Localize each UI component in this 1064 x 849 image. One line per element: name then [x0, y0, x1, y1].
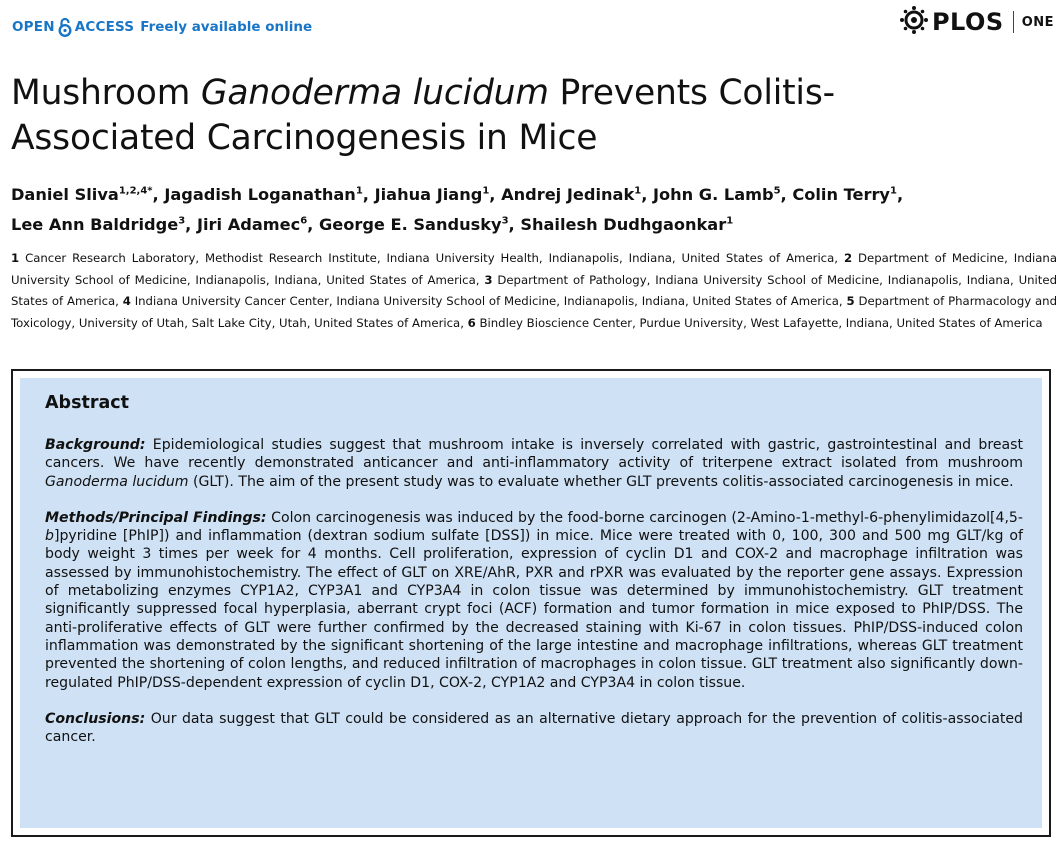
affiliation-text: Department of Pathology, Indiana University School of Medicine, Indianapolis, Indiana, United States of America, — [11, 272, 1057, 308]
title-part2: Prevents Colitis- — [548, 73, 835, 113]
affiliation-number: 5 — [846, 294, 855, 308]
methods-italic: b — [45, 528, 54, 545]
author-affiliation-marker: 1 — [355, 185, 363, 197]
author-name: Daniel Sliva — [11, 185, 119, 204]
background-text-2: (GLT). The aim of the present study was to evaluate whether GLT prevents colitis-associated carcinogenesis in mice. — [188, 473, 1014, 490]
author — [11, 185, 153, 204]
open-lock-icon — [58, 17, 72, 37]
affiliation-text: Department of Medicine, Indiana University School of Medicine, Indianapolis, Indiana, United States of America, — [11, 251, 1058, 287]
journal-subname: ONE — [1021, 14, 1054, 30]
affiliation-list — [11, 248, 1057, 334]
author-affiliation-marker: 6 — [300, 215, 308, 227]
author — [501, 185, 641, 204]
title-part1: Mushroom — [11, 73, 201, 113]
author-name: Lee Ann Baldridge — [11, 215, 179, 234]
author-name: Jagadish Loganathan — [164, 185, 356, 204]
conclusions-label: Conclusions: — [45, 710, 146, 727]
author — [653, 185, 781, 204]
methods-label: Methods/Principal Findings: — [45, 509, 267, 526]
author-name: Andrej Jedinak — [501, 185, 635, 204]
abstract-conclusions — [45, 710, 1023, 747]
author-name: George E. Sandusky — [318, 215, 502, 234]
author-affiliation-marker: 1 — [482, 185, 490, 197]
author-name: Shailesh Dudhgaonkar — [520, 215, 727, 234]
author — [319, 215, 509, 234]
affiliation-item — [468, 316, 1043, 330]
affiliation-number: 1 — [11, 251, 20, 265]
abstract-box — [11, 369, 1051, 837]
journal-name: PLOS — [931, 8, 1004, 36]
abstract-background — [45, 436, 1023, 491]
affiliation-text: Indiana University Cancer Center, Indiana University School of Medicine, Indianapolis, Indiana, United States of America, — [130, 294, 847, 308]
conclusions-text: Our data suggest that GLT could be considered as an alternative dietary approach for the prevention of colitis-associated cancer. — [45, 710, 1023, 746]
author-affiliation-marker: 3 — [178, 215, 186, 227]
methods-text-1: Colon carcinogenesis was induced by the food-borne carcinogen (2-Amino-1-methyl-6-phenylimidazol[4,5- — [266, 509, 1023, 526]
author — [164, 185, 362, 204]
paper-title — [11, 71, 1041, 161]
open-access-label: OPEN — [12, 19, 55, 35]
author — [520, 215, 733, 234]
author-list: Daniel Sliva$^{1,2,4*}$, Jagadish Loganathan$^1$, Jiahua Jiang$^1$, Andrej Jedinak$^1$, John G. Lamb$^5$, Colin Terry$^1$, Lee Ann Baldridge$^3$, Jiri Adamec$^6$, George E. Sandusky$^3$, Shailesh Dudhgaonkar$^1$ — [11, 185, 904, 234]
logo-divider — [1013, 11, 1014, 33]
affiliation-number: 3 — [484, 272, 493, 287]
affiliation-text: Department of Pharmacology and Toxicology, University of Utah, Salt Lake City, Utah, United States of America, — [11, 294, 1057, 330]
author-name: Colin Terry — [792, 185, 890, 204]
author-name: Jiri Adamec — [196, 215, 301, 234]
plos-emblem-icon — [899, 5, 929, 39]
affiliation-text: Cancer Research Laboratory, Methodist Research Institute, Indiana University Health, Indianapolis, Indiana, United States of America, — [19, 251, 844, 265]
title-line2: Associated Carcinogenesis in Mice — [11, 118, 598, 158]
abstract-heading: Abstract — [45, 393, 130, 413]
author — [11, 215, 185, 234]
access-label: ACCESS — [74, 19, 135, 35]
methods-text-2: ]pyridine [PhIP]) and inflammation (dextran sodium sulfate [DSS]) in mice. Mice were treated with 0, 100, 300 and 500 mg GLT/kg of body weight 3 times per week for 4 months. Cell proliferation, expression of cyclin D1 and COX-2 and macrophage infiltration was assessed by immunohistochemistry. The effect of GLT on XRE/AhR, PXR and rPXR was evaluated by the reporter gene assays. Expression of metabolizing enzymes CYP1A2, CYP3A1 and CYP3A4 in colon tissue was determined by immunohistochemistry. GLT treatment significantly suppressed focal hyperplasia, aberrant crypt foci (ACF) formation and tumor formation in mice exposed to PhIP/DSS. The anti-proliferative effects of GLT were further confirmed by the decreased staining with Ki-67 in colon tissues. PhIP/DSS-induced colon inflammation was demonstrated by the significant shortening of the large intestine and macrophage infiltrations, whereas GLT treatment prevented the shortening of colon lengths, and reduced infiltration of macrophages in colon tissue. GLT treatment also significantly down-regulated PhIP/DSS-dependent expression of cyclin D1, COX-2, CYP1A2 and CYP3A4 in colon tissue. — [45, 528, 1023, 691]
author — [792, 185, 897, 204]
affiliation-number: 2 — [843, 251, 853, 265]
author — [197, 215, 307, 234]
author-affiliation-marker: 3 — [501, 215, 509, 227]
author-name: John G. Lamb — [652, 185, 774, 204]
affiliation-number: 6 — [467, 315, 476, 330]
author-affiliation-marker: 1 — [726, 215, 734, 227]
author — [375, 185, 490, 204]
author-name: Jiahua Jiang — [374, 185, 483, 204]
plos-one-logo — [899, 6, 1054, 38]
background-species: Ganoderma lucidum — [45, 473, 189, 490]
author-affiliation-marker: 1 — [890, 185, 897, 197]
affiliation-item — [123, 294, 847, 308]
affiliation-text: Bindley Bioscience Center, Purdue University, West Lafayette, Indiana, United States of America — [475, 315, 1043, 330]
abstract-body — [45, 436, 1023, 764]
open-access-banner — [12, 13, 312, 41]
freely-available-label: Freely available online — [140, 19, 313, 35]
background-label: Background: — [45, 437, 146, 453]
title-species: Ganoderma lucidum — [200, 73, 549, 113]
abstract-panel — [20, 378, 1042, 828]
author-affiliation-marker: 1,2,4* — [118, 185, 153, 197]
affiliation-number: 4 — [122, 294, 131, 308]
author-affiliation-marker: 5 — [773, 185, 781, 197]
affiliation-item — [11, 251, 844, 265]
author-affiliation-marker: 1 — [634, 185, 642, 197]
background-text-1: Epidemiological studies suggest that mushroom intake is inversely correlated with gastric, gastrointestinal and breast cancers. We have recently demonstrated anticancer and anti-inflammatory activity of triterpene extract isolated from mushroom — [45, 437, 1023, 472]
abstract-methods — [45, 509, 1023, 692]
